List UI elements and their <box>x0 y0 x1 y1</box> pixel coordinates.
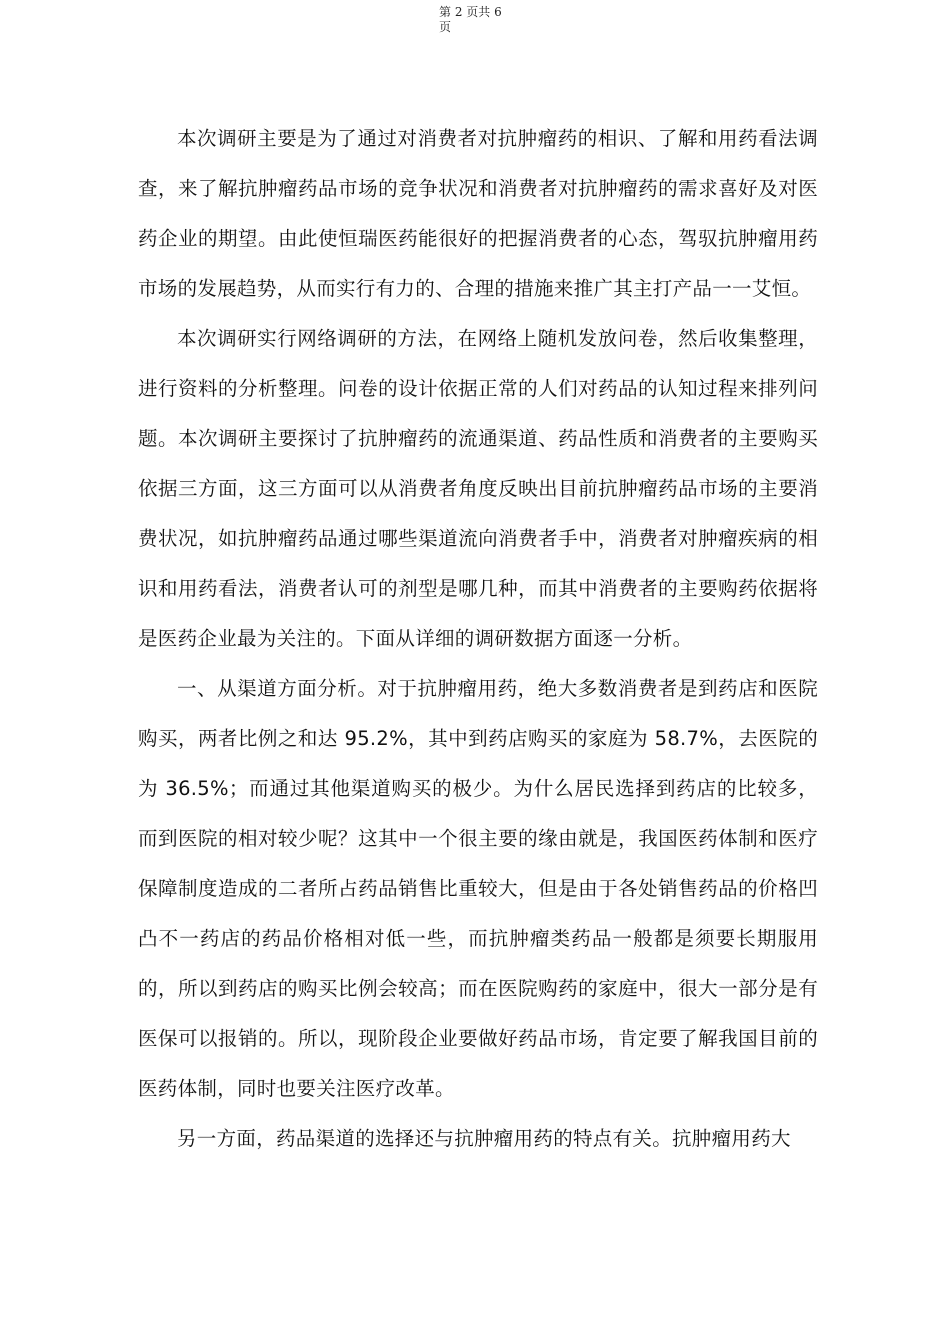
page-number-line-2: 页 <box>439 20 452 34</box>
paragraph-survey-purpose: 本次调研主要是为了通过对消费者对抗肿瘤药的相识、了解和用药看法调查，来了解抗肿瘤药品市场的竞争状况和消费者对抗肿瘤药的需求喜好及对医药企业的期望。由此使恒瑞医药能很好的把握消费者的心态，驾驭抗肿瘤用药市场的发展趋势，从而实行有力的、合理的措施来推广其主打产品一一艾恒。 <box>138 127 818 300</box>
page-number-header <box>439 5 519 35</box>
paragraph-survey-method: 本次调研实行网络调研的方法，在网络上随机发放问卷，然后收集整理，进行资料的分析整理。问卷的设计依据正常的人们对药品的认知过程来排列问题。本次调研主要探讨了抗肿瘤药的流通渠道、药品性质和消费者的主要购买依据三方面，这三方面可以从消费者角度反映出目前抗肿瘤药品市场的主要消费状况，如抗肿瘤药品通过哪些渠道流向消费者手中，消费者对肿瘤疾病的相识和用药看法，消费者认可的剂型是哪几种，而其中消费者的主要购药依据将是医药企业最为关注的。下面从详细的调研数据方面逐一分析。 <box>138 327 818 650</box>
page-number-line-1: 第 2 页共 6 <box>439 5 502 19</box>
document-body <box>138 114 818 1164</box>
paragraph-channel-analysis: 一、从渠道方面分析。对于抗肿瘤用药，绝大多数消费者是到药店和医院购买，两者比例之和达 95.2%，其中到药店购买的家庭为 58.7%，去医院的为 36.5%；而通过其他渠道购买的极少。为什么居民选择到药店的比较多，而到医院的相对较少呢？这其中一个很主要的缘由就是，我国医药体制和医疗保障制度造成的二者所占药品销售比重较大，但是由于各处销售药品的价格凹凸不一药店的药品价格相对低一些，而抗肿瘤类药品一般都是须要长期服用的，所以到药店的购买比例会较高；而在医院购药的家庭中，很大一部分是有医保可以报销的。所以，现阶段企业要做好药品市场，肯定要了解我国目前的医药体制，同时也要关注医疗改革。 <box>138 677 818 1100</box>
paragraph-channel-features: 另一方面，药品渠道的选择还与抗肿瘤用药的特点有关。抗肿瘤用药大 <box>177 1127 791 1150</box>
